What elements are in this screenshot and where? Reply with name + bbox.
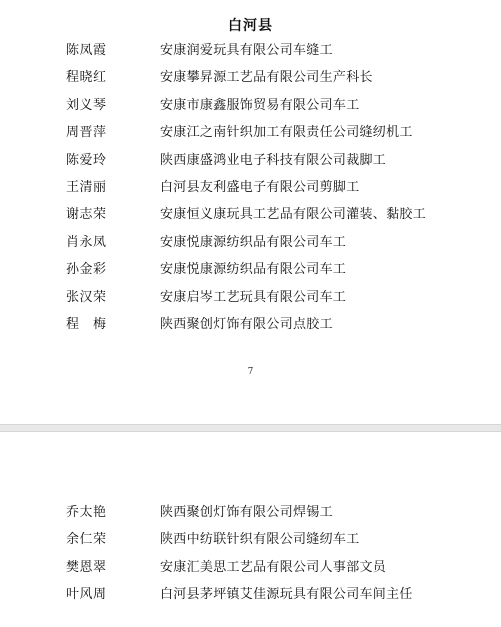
workplace-and-role: 安康攀昇源工艺品有限公司生产科长 bbox=[160, 70, 373, 86]
workplace-and-role: 安康润爱玩具有限公司车缝工 bbox=[160, 43, 333, 58]
list-item bbox=[0, 148, 501, 175]
list-item bbox=[0, 93, 501, 120]
person-name: 肖永凤 bbox=[66, 234, 107, 250]
page-separator bbox=[0, 424, 501, 432]
person-name: 孙金彩 bbox=[66, 262, 107, 278]
list-item bbox=[0, 285, 501, 312]
person-name: 程 梅 bbox=[66, 316, 107, 332]
section-title: 白河县 bbox=[228, 18, 273, 34]
list-item bbox=[0, 230, 501, 257]
honoree-list-continued bbox=[0, 500, 501, 610]
list-item bbox=[0, 312, 501, 339]
person-name: 陈凤霞 bbox=[66, 43, 107, 58]
list-item bbox=[0, 500, 501, 527]
person-name: 余仁荣 bbox=[66, 532, 107, 548]
person-name: 樊恩翠 bbox=[66, 559, 107, 575]
person-name: 周晋萍 bbox=[66, 125, 107, 141]
list-item bbox=[0, 65, 501, 92]
person-name: 乔太艳 bbox=[66, 505, 107, 520]
workplace-and-role: 白河县茅坪镇艾佳源玩具有限公司车间主任 bbox=[160, 587, 413, 603]
workplace-and-role: 安康悦康源纺织品有限公司车工 bbox=[160, 234, 347, 250]
person-name: 张汉荣 bbox=[66, 289, 107, 305]
workplace-and-role: 安康启岑工艺玩具有限公司车工 bbox=[160, 289, 347, 305]
workplace-and-role: 安康江之南针织加工有限责任公司缝纫机工 bbox=[160, 125, 413, 141]
person-name: 王清丽 bbox=[66, 179, 107, 195]
workplace-and-role: 安康汇美思工艺品有限公司人事部文员 bbox=[160, 559, 387, 575]
list-item bbox=[0, 555, 501, 582]
workplace-and-role: 陕西中纺联针织有限公司缝纫车工 bbox=[160, 532, 360, 548]
person-name: 叶风周 bbox=[66, 587, 107, 603]
workplace-and-role: 陕西康盛鸿业电子科技有限公司裁脚工 bbox=[160, 152, 387, 168]
workplace-and-role: 陕西聚创灯饰有限公司焊锡工 bbox=[160, 505, 333, 520]
person-name: 谢志荣 bbox=[66, 207, 107, 223]
list-item bbox=[0, 527, 501, 554]
workplace-and-role: 安康悦康源纺织品有限公司车工 bbox=[160, 262, 347, 278]
person-name: 陈爱玲 bbox=[66, 152, 107, 168]
workplace-and-role: 安康恒义康玩具工艺品有限公司灌装、黏胶工 bbox=[160, 207, 427, 223]
workplace-and-role: 陕西聚创灯饰有限公司点胶工 bbox=[160, 316, 333, 332]
workplace-and-role: 安康市康鑫服饰贸易有限公司车工 bbox=[160, 97, 360, 113]
page-number: 7 bbox=[247, 367, 254, 377]
person-name: 程晓红 bbox=[66, 70, 107, 86]
person-name: 刘义琴 bbox=[66, 97, 107, 113]
list-item bbox=[0, 120, 501, 147]
list-item bbox=[0, 257, 501, 284]
honoree-list bbox=[0, 38, 501, 339]
document-page-8 bbox=[0, 432, 501, 627]
list-item bbox=[0, 202, 501, 229]
workplace-and-role: 白河县友利盛电子有限公司剪脚工 bbox=[160, 179, 360, 195]
list-item bbox=[0, 175, 501, 202]
list-item bbox=[0, 582, 501, 609]
list-item bbox=[0, 38, 501, 65]
